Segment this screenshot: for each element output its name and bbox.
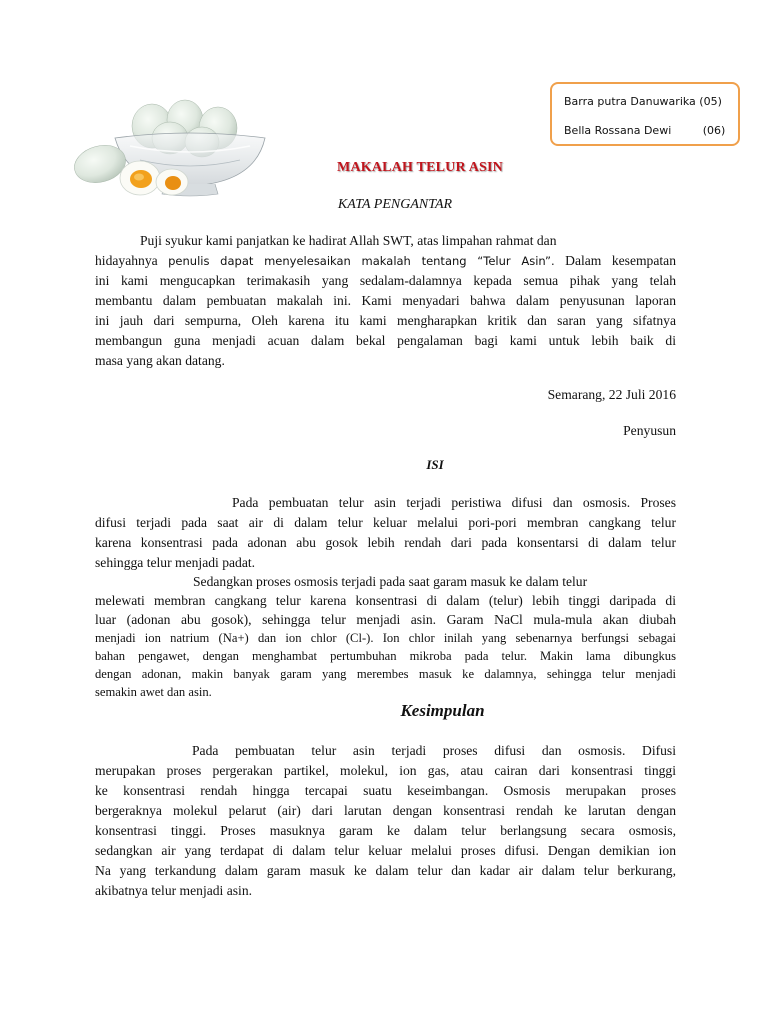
preface-line-sans: penulis dapat menyelesaikan makalah tentang “Telur Asin”. [168,254,555,268]
salted-egg-bowl-icon [70,98,270,200]
isi-line: semakin awet dan asin. [95,685,212,699]
kesimpulan-line: akibatnya telur menjadi asin. [95,883,253,898]
kesimpulan-line: merupakan proses pergerakan partikel, molekul, ion gas, atau cairan dari konsentrasi tinggi [95,763,676,778]
kesimpulan-heading: Kesimpulan [400,701,485,720]
kesimpulan-line: konsentrasi tinggi. Proses masuknya garam ke dalam telur berlangsung secara osmosis, [95,823,676,838]
preface-line: Puji syukur kami panjatkan ke hadirat Allah SWT, atas limpahan rahmat dan [140,233,557,248]
place-date: Semarang, 22 Juli 2016 [547,387,676,402]
preface-line: hidayahnya penulis dapat menyelesaikan makalah tentang “Telur Asin”. Dalam kesempatan [95,253,676,268]
signature-label: Penyusun [623,423,676,438]
kesimpulan-line: Pada pembuatan telur asin terjadi proses difusi dan osmosis. Difusi [192,743,676,758]
document-title: MAKALAH TELUR ASIN [337,160,503,175]
preface-line: ini kami mengucapkan terimakasih yang sedalam-dalamnya kepada semua pihak yang telah [95,273,676,288]
isi-line: karena konsentrasi pada adonan abu gosok lebih rendah dari pada konsentarsi di dalam telur [95,535,676,550]
isi-line: dengan adonan, makin banyak garam yang merembes masuk ke dalamnya, sehingga telur menjadi [95,667,676,681]
isi-line: Pada pembuatan telur asin terjadi peristiwa difusi dan osmosis. Proses [232,495,676,510]
preface-line: membantu dalam pembuatan makalah ini. Kami menyadari bahwa dalam penyusunan laporan [95,293,676,308]
preface-line: ini jauh dari sempurna, Oleh karena itu kami mengharapkan kritik dan saran yang sifatnya [95,313,676,328]
author-name: Bella Rossana Dewi (06) [564,124,726,137]
preface-line: membangun guna menjadi acuan dalam bekal pengalaman bagi kami untuk lebih baik di [95,333,676,348]
preface-heading: KATA PENGANTAR [337,197,453,212]
author-box [550,82,740,146]
isi-line: bahan pengawet, dengan menghambat pertumbuhan mikroba pada telur. Makin lama dibungkus [95,649,676,663]
kesimpulan-line: ke konsentrasi rendah hingga tercapai suatu keseimbangan. Osmosis merupakan proses [95,783,676,798]
isi-line: menjadi ion natrium (Na+) dan ion chlor (Cl-). Ion chlor inilah yang sebenarnya berfungsi sebagai [95,631,676,645]
isi-heading: ISI [426,457,444,472]
isi-line: sehingga telur menjadi padat. [95,555,256,570]
kesimpulan-line: Na yang terkandung dalam garam masuk ke dalam telur dan kadar air dalam telur berkurang, [95,863,676,878]
isi-line: Sedangkan proses osmosis terjadi pada saat garam masuk ke dalam telur [193,574,588,589]
isi-line: difusi terjadi pada saat air di dalam telur keluar melalui pori-pori membran cangkang telur [95,515,676,530]
author-name: Barra putra Danuwarika (05) [564,95,722,108]
preface-line: masa yang akan datang. [95,353,225,368]
isi-line: melewati membran cangkang telur karena konsentrasi di dalam (telur) lebih tinggi daripada di [95,593,676,608]
kesimpulan-line: sedangkan air yang terdapat di dalam telur keluar melalui proses difusi. Dengan demikian ion [95,843,676,858]
kesimpulan-line: bergeraknya molekul pelarut (air) dari larutan dengan konsentrasi rendah ke larutan dengan [95,803,676,818]
isi-line: luar (adonan abu gosok), sehingga telur menjadi asin. Garam NaCl mula-mula akan diubah [95,612,676,627]
